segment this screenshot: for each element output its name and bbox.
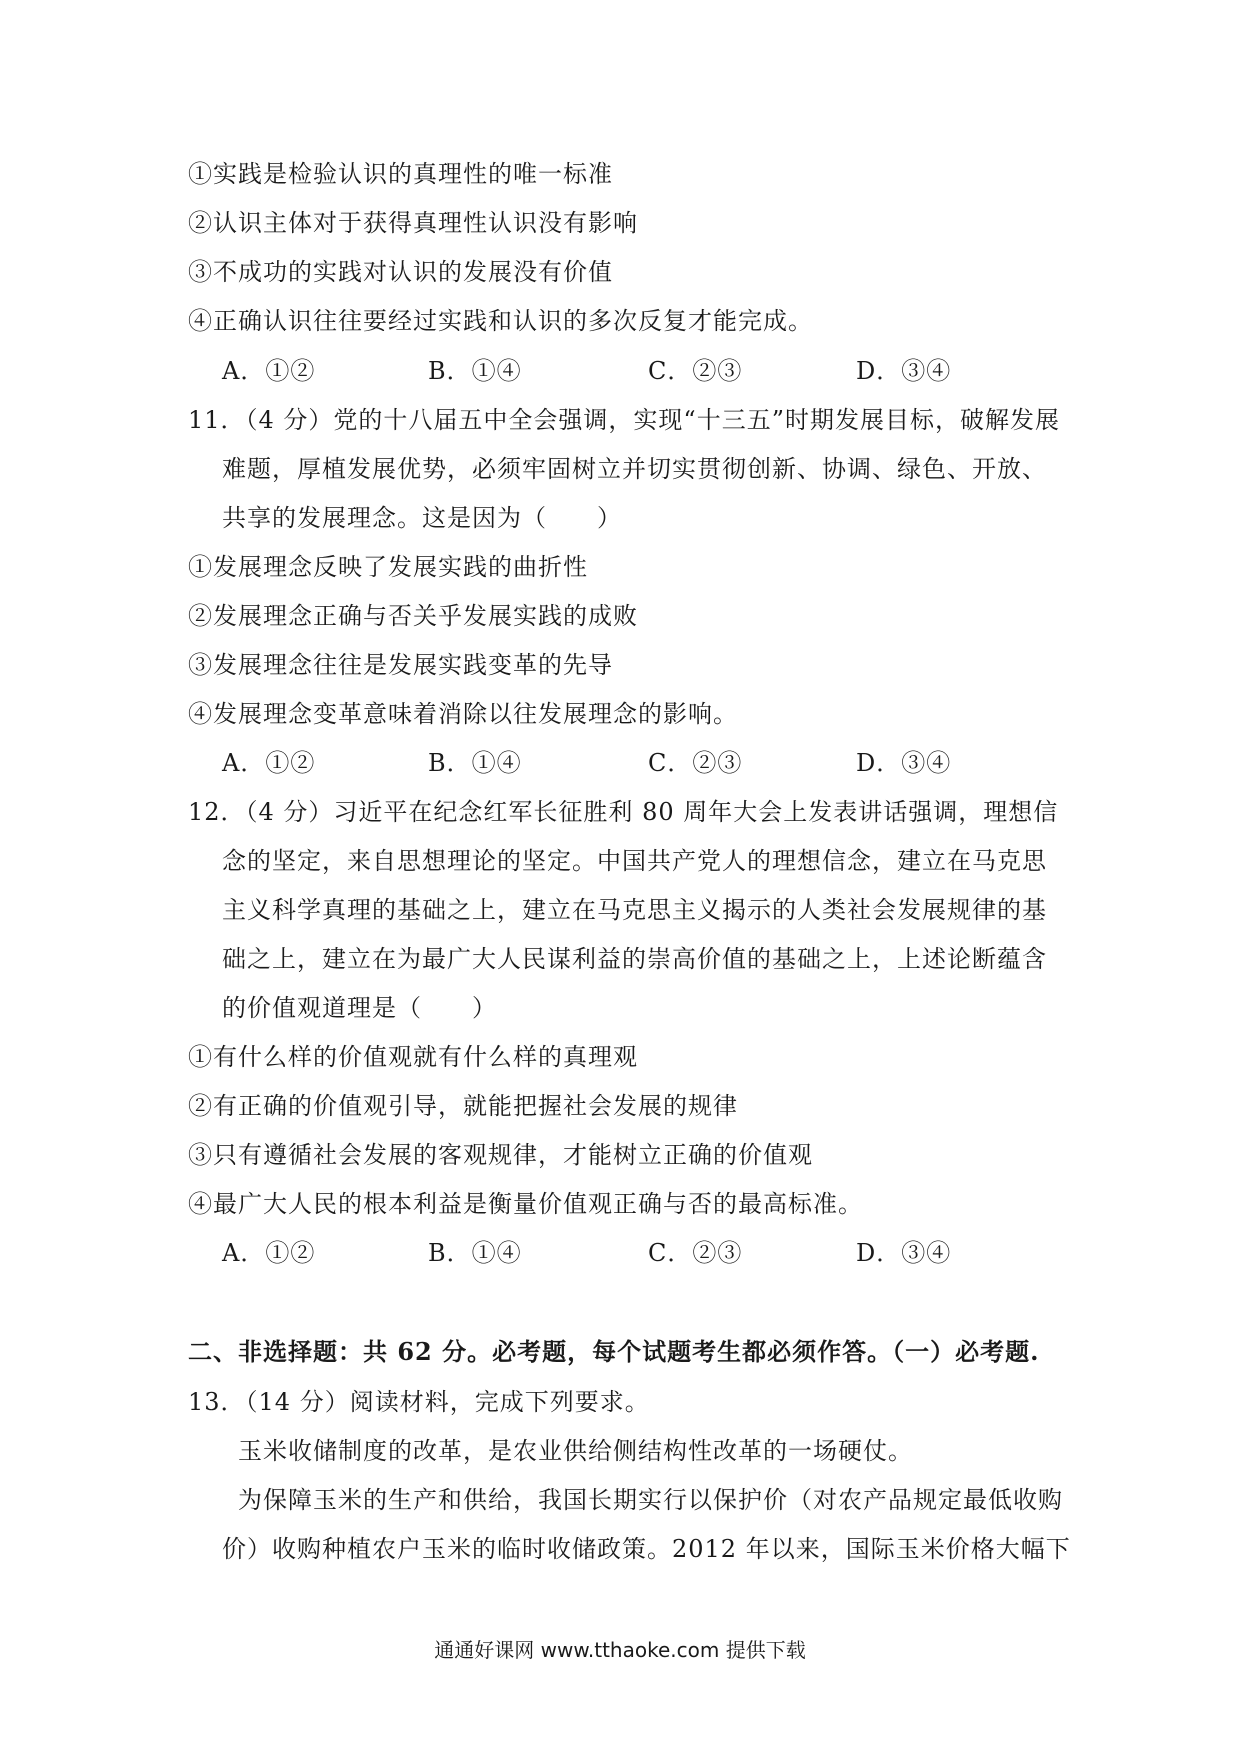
q13-stem: 13．（14 分）阅读材料，完成下列要求。 bbox=[188, 1388, 650, 1416]
q13-paragraph-2-line-1: 为保障玉米的生产和供给，我国长期实行以保护价（对农产品规定最低收购 bbox=[238, 1486, 1063, 1514]
q12-stem-line-3: 主义科学真理的基础之上，建立在马克思主义揭示的人类社会发展规律的基 bbox=[222, 896, 1047, 924]
q10-options bbox=[222, 355, 982, 387]
q10-statement-3: ③不成功的实践对认识的发展没有价值 bbox=[188, 258, 613, 286]
q12-options bbox=[222, 1237, 982, 1269]
q11-option-a: A．①② bbox=[222, 749, 316, 777]
q12-option-b: B．①④ bbox=[428, 1239, 522, 1267]
q11-option-d: D．③④ bbox=[856, 749, 952, 777]
q11-stem-line-1: 11．（4 分）党的十八届五中全会强调，实现“十三五”时期发展目标，破解发展 bbox=[188, 406, 1060, 434]
q10-option-d: D．③④ bbox=[856, 357, 952, 385]
q10-statement-4: ④正确认识往往要经过实践和认识的多次反复才能完成。 bbox=[188, 307, 813, 335]
q10-option-a: A．①② bbox=[222, 357, 316, 385]
q11-statement-1: ①发展理念反映了发展实践的曲折性 bbox=[188, 553, 588, 581]
q11-statement-4: ④发展理念变革意味着消除以往发展理念的影响。 bbox=[188, 700, 738, 728]
q10-statement-2: ②认识主体对于获得真理性认识没有影响 bbox=[188, 209, 638, 237]
q10-option-c: C．②③ bbox=[648, 357, 743, 385]
q11-option-b: B．①④ bbox=[428, 749, 522, 777]
q12-option-d: D．③④ bbox=[856, 1239, 952, 1267]
q12-option-c: C．②③ bbox=[648, 1239, 743, 1267]
q12-statement-2: ②有正确的价值观引导，就能把握社会发展的规律 bbox=[188, 1092, 738, 1120]
q11-options bbox=[222, 747, 982, 779]
q11-stem-line-2: 难题，厚植发展优势，必须牢固树立并切实贯彻创新、协调、绿色、开放、 bbox=[222, 455, 1047, 483]
q12-stem-line-2: 念的坚定，来自思想理论的坚定。中国共产党人的理想信念，建立在马克思 bbox=[222, 847, 1047, 875]
q13-paragraph-2-line-2: 价）收购种植农户玉米的临时收储政策。2012 年以来，国际玉米价格大幅下 bbox=[222, 1535, 1071, 1563]
q10-statement-1: ①实践是检验认识的真理性的唯一标准 bbox=[188, 160, 613, 188]
q12-statement-3: ③只有遵循社会发展的客观规律，才能树立正确的价值观 bbox=[188, 1141, 813, 1169]
q13-paragraph-1: 玉米收储制度的改革，是农业供给侧结构性改革的一场硬仗。 bbox=[238, 1437, 913, 1465]
q12-statement-1: ①有什么样的价值观就有什么样的真理观 bbox=[188, 1043, 638, 1071]
q11-option-c: C．②③ bbox=[648, 749, 743, 777]
q12-statement-4: ④最广大人民的根本利益是衡量价值观正确与否的最高标准。 bbox=[188, 1190, 863, 1218]
q12-option-a: A．①② bbox=[222, 1239, 316, 1267]
q12-stem-line-5: 的价值观道理是（ ） bbox=[222, 994, 497, 1022]
q10-option-b: B．①④ bbox=[428, 357, 522, 385]
q12-stem-line-4: 础之上，建立在为最广大人民谋利益的崇高价值的基础之上，上述论断蕴含 bbox=[222, 945, 1047, 973]
q11-stem-line-3: 共享的发展理念。这是因为（ ） bbox=[222, 504, 622, 532]
section-heading: 二、非选择题：共 62 分。必考题，每个试题考生都必须作答。（一）必考题. bbox=[188, 1337, 1040, 1366]
q11-statement-2: ②发展理念正确与否关乎发展实践的成败 bbox=[188, 602, 638, 630]
q12-stem-line-1: 12．（4 分）习近平在纪念红军长征胜利 80 周年大会上发表讲话强调，理想信 bbox=[188, 798, 1059, 826]
q11-statement-3: ③发展理念往往是发展实践变革的先导 bbox=[188, 651, 613, 679]
page-footer: 通通好课网 www.tthaoke.com 提供下载 bbox=[434, 1638, 806, 1662]
